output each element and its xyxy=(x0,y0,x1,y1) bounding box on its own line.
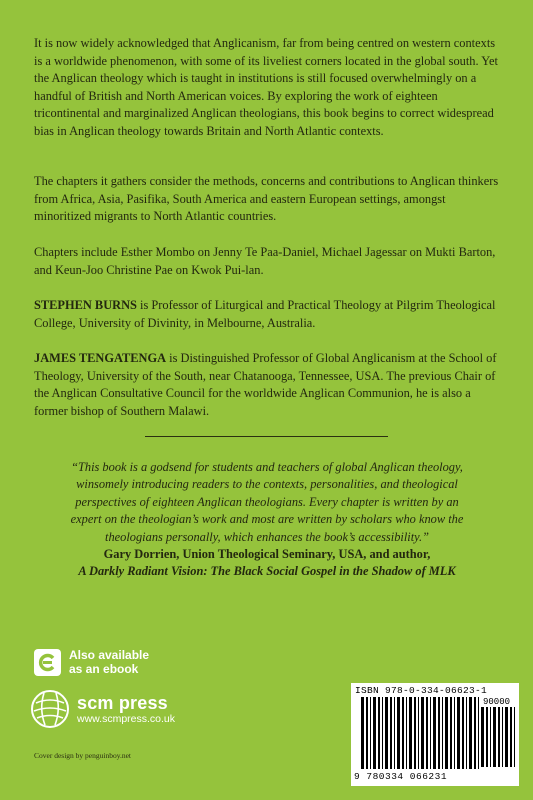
divider xyxy=(145,436,388,437)
cover-credit: Cover design by penguinboy.net xyxy=(34,751,131,760)
author-bio-tengatenga xyxy=(34,350,502,420)
endorsement-attribution: Gary Dorrien, Union Theological Seminary, USA, and author, xyxy=(103,547,431,562)
isbn-number: ISBN 978-0-334-06623-1 xyxy=(355,685,488,696)
barcode-bar xyxy=(430,697,431,769)
blurb-paragraph-3 xyxy=(34,244,502,279)
barcode-bar xyxy=(469,697,472,769)
blurb-text-3: Chapters include Esther Mombo on Jenny Te Paa-Daniel, Michael Jagessar on Mukti Barton, and Keun-Joo Christine Pae on Kwok Pui-lan. xyxy=(34,245,496,277)
barcode-bar xyxy=(385,697,388,769)
barcode-bar xyxy=(394,697,395,769)
barcode-bar xyxy=(390,697,392,769)
barcode-bar xyxy=(421,697,424,769)
barcode-bar xyxy=(426,697,428,769)
barcode-bar xyxy=(466,697,467,769)
ebook-icon xyxy=(34,649,61,676)
globe-icon xyxy=(30,689,70,729)
barcode-bar xyxy=(514,707,515,767)
barcode-bar xyxy=(382,697,383,769)
barcode-bar xyxy=(370,697,371,769)
publisher-name: scm press xyxy=(77,692,168,713)
barcode-bar xyxy=(498,707,500,767)
barcode-bar xyxy=(462,697,464,769)
barcode-bar xyxy=(414,697,416,769)
barcode-bar xyxy=(486,707,488,767)
barcode-bar xyxy=(361,697,364,769)
author-bio-burns xyxy=(34,297,502,332)
publisher-logo xyxy=(30,689,175,729)
ean-number: 9 780334 066231 xyxy=(354,771,448,782)
barcode-bar xyxy=(418,697,419,769)
blurb-text-1: It is now widely acknowledged that Anglicanism, far from being centred on western contexts is a worldwide phenomenon, with some of its liveliest corners located in the global south. Yet the Anglican theology which is taught in institutions is still focused overwhelmingly on a handful of British and North American voices. By exploring the work of eighteen tricontinental and marginalized Anglican theologians, this book begins to correct widespread bias in Anglican theology towards Britain and North Atlantic contexts. xyxy=(34,36,498,138)
author-name: STEPHEN BURNS xyxy=(34,298,137,312)
barcode-bar xyxy=(490,707,491,767)
price-bars xyxy=(481,707,515,771)
barcode-bar xyxy=(474,697,476,769)
barcode-bar xyxy=(442,697,443,769)
barcode-bar xyxy=(409,697,412,769)
barcode-bar xyxy=(373,697,376,769)
barcode-bar xyxy=(378,697,380,769)
barcode-bar xyxy=(478,697,479,769)
author-name: JAMES TENGATENGA xyxy=(34,351,167,365)
endorsement-quote: “This book is a godsend for students and teachers of global Anglican theology, winsomely introducing readers to the contexts, personalities, and theological perspectives of eighteen Anglican theologians. Every chapter is written by an expert on the theologian’s work and most are written by scholars who know the theologians personally, which enhances the book’s accessibility.” xyxy=(70,460,464,544)
ean-bars xyxy=(361,697,479,771)
ebook-line-2: as an ebook xyxy=(69,662,139,676)
ebook-line-1: Also available xyxy=(69,648,150,662)
barcode-bar xyxy=(502,707,503,767)
blurb-text-2: The chapters it gathers consider the methods, concerns and contributions to Anglican thinkers from Africa, Asia, Pasifika, South America and eastern European settings, amongst minoritized migrants to North Atlantic countries. xyxy=(34,174,499,224)
blurb-paragraph-2 xyxy=(34,173,502,226)
endorsement-book-title: A Darkly Radiant Vision: The Black Social Gospel in the Shadow of MLK xyxy=(78,564,456,579)
ebook-notice xyxy=(34,648,149,676)
barcode-bar xyxy=(438,697,440,769)
publisher-url[interactable]: www.scmpress.co.uk xyxy=(77,712,176,725)
barcode-bar xyxy=(397,697,400,769)
barcode-bar xyxy=(366,697,368,769)
blurb-paragraph-1 xyxy=(34,35,502,141)
barcode-bar xyxy=(406,697,407,769)
barcode-bar xyxy=(457,697,460,769)
author-bio: is Professor of Liturgical and Practical Theology at Pilgrim Theological College, University of Divinity, in Melbourne, Australia. xyxy=(34,298,496,330)
barcode-bar xyxy=(493,707,496,767)
barcode-bar xyxy=(445,697,448,769)
endorsement xyxy=(64,459,470,581)
barcode-bar xyxy=(505,707,508,767)
isbn-barcode xyxy=(351,683,519,786)
barcode-bar xyxy=(433,697,436,769)
barcode-bar xyxy=(450,697,452,769)
barcode-bar xyxy=(454,697,455,769)
price-code: 90000 xyxy=(483,697,511,707)
author-bio: is Distinguished Professor of Global Anglicanism at the School of Theology, University of the South, near Chatanooga, Tennessee, USA. The previous Chair of the Anglican Consultative Council for the worldwide Anglican Communion, he is also a former bishop of Southern Malawi. xyxy=(34,351,497,418)
barcode-bar xyxy=(402,697,404,769)
barcode-bar xyxy=(481,707,484,767)
barcode-bar xyxy=(510,707,512,767)
